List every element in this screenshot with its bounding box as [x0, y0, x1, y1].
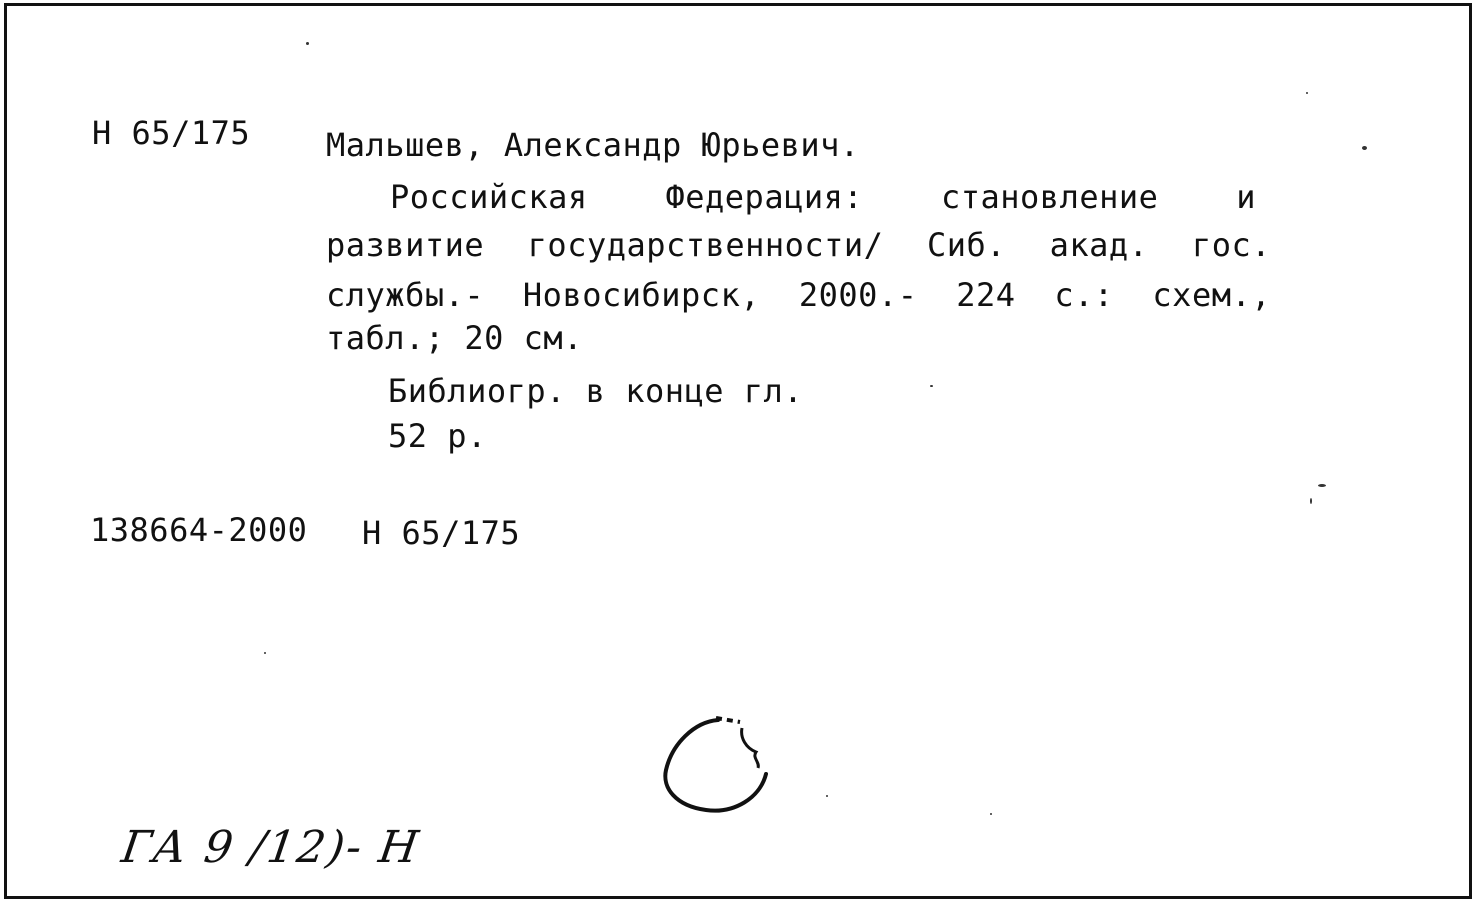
speck-mark — [930, 385, 933, 387]
title-line-2 — [326, 225, 1271, 265]
title-word: службы.- — [326, 276, 485, 314]
speck-mark — [1310, 498, 1312, 504]
shelfmark: Н 65/175 — [92, 114, 251, 152]
title-word: государственности/ — [527, 226, 884, 264]
price: 52 р. — [388, 417, 487, 455]
speck-mark — [1306, 92, 1308, 94]
title-word: становление — [940, 178, 1159, 216]
title-line-4: табл.; 20 см. — [326, 319, 583, 357]
speck-mark — [1318, 484, 1326, 487]
speck-mark — [990, 813, 992, 815]
title-word: 2000.- — [798, 276, 918, 314]
handwritten-code: ГА 9 /12)- Н — [118, 822, 424, 873]
title-word: с.: — [1054, 276, 1114, 314]
title-word: Российская — [390, 178, 588, 216]
title-word: Сиб. — [926, 226, 1007, 264]
title-word: 224 — [956, 276, 1016, 314]
shelfmark-repeat: Н 65/175 — [362, 514, 521, 552]
accession-number: 138664-2000 — [90, 511, 308, 549]
author-name: Мальшев, Александр Юрьевич. — [326, 126, 860, 164]
title-word: Федерация: — [665, 178, 864, 216]
title-line-3 — [326, 275, 1271, 315]
speck-mark — [826, 795, 828, 797]
title-word: гос. — [1191, 226, 1271, 264]
speck-mark — [306, 42, 309, 45]
speck-mark — [1362, 146, 1367, 150]
title-word: Новосибирск, — [522, 276, 761, 314]
title-word: и — [1236, 178, 1256, 216]
speck-mark — [264, 652, 266, 654]
title-word: акад. — [1049, 226, 1149, 264]
hole-punch-mark — [656, 712, 776, 822]
bibliography-note: Библиогр. в конце гл. — [388, 372, 804, 410]
title-line-1 — [390, 177, 1256, 217]
title-word: схем., — [1152, 276, 1271, 314]
title-word: развитие — [326, 226, 485, 264]
